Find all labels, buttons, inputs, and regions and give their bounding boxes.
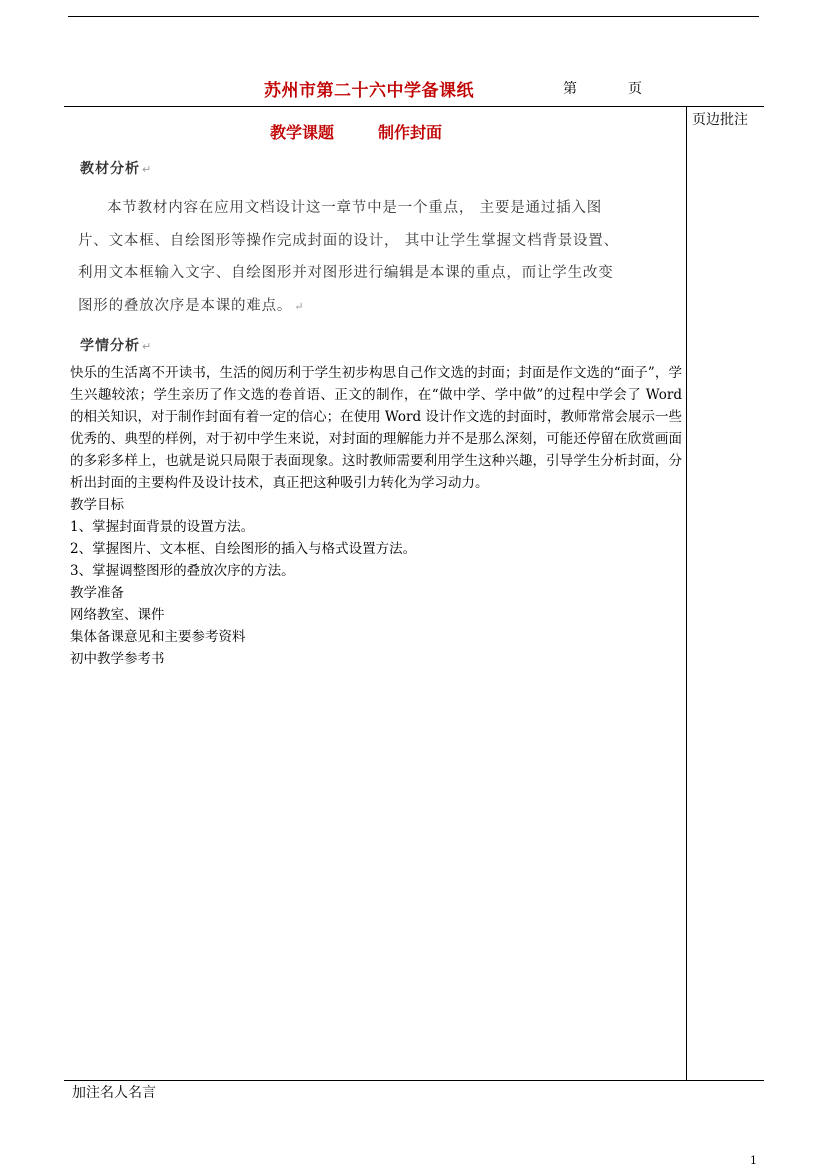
paragraph-mark-icon: ↵ (142, 340, 153, 353)
preparation-item: 集体备课意见和主要参考资料 (70, 629, 246, 645)
table-top-border (64, 106, 764, 107)
preparation-heading: 教学准备 (70, 585, 124, 601)
analysis-heading: 教材分析 ↵ (80, 161, 153, 177)
lesson-title (270, 120, 442, 143)
page-label-di: 第 (563, 81, 577, 97)
school-header-title: 苏州市第二十六中学备课纸 (264, 81, 474, 101)
student-analysis-heading: 学情分析 ↵ (80, 338, 153, 354)
analysis-line: 片、文本框、自绘图形等操作完成封面的设计， 其中让学生掌握文档背景设置、 (78, 232, 619, 249)
page-label-ye: 页 (628, 81, 642, 97)
lesson-name: 制作封面 (378, 123, 443, 142)
margin-column-divider (686, 106, 687, 1080)
goal-item: 3、掌握调整图形的叠放次序的方法。 (70, 563, 295, 579)
analysis-line: 图形的叠放次序是本课的难点。 ↵ (78, 297, 305, 314)
footer-quote-label: 加注名人名言 (72, 1085, 156, 1101)
table-bottom-border (64, 1080, 764, 1081)
main-body (70, 362, 682, 670)
lesson-label: 教学课题 (270, 123, 335, 142)
student-analysis-paragraph: 快乐的生活离不开读书，生活的阅历利于学生初步构思自己作文选的封面；封面是作文选的“面子”，学生兴趣较浓；学生亲历了作文选的卷首语、正文的制作，在“做中学、学中做”的过程中学会了 Word 的相关知识，对于制作封面有着一定的信心；在使用 Word 设计作文选的封面时，教师常常会展示一些优秀的、典型的样例，对于初中学生来说，对封面的理解能力并不是那么深刻，可能还停留在欣赏画面的多彩多样上，也就是说只局限于表面现象。这时教师需要利用学生这种兴趣，引导学生分析封面，分析出封面的主要构件及设计技术，真正把这种吸引力转化为学习动力。 (70, 365, 682, 491)
preparation-item: 初中教学参考书 (70, 651, 165, 667)
paragraph-mark-icon: ↵ (294, 299, 305, 313)
lesson-table (64, 106, 764, 1081)
preparation-item: 网络教室、课件 (70, 607, 165, 623)
paragraph-mark-icon: ↵ (142, 163, 153, 176)
goal-item: 1、掌握封面背景的设置方法。 (70, 519, 255, 535)
analysis-paragraph (78, 192, 668, 323)
goal-item: 2、掌握图片、文本框、自绘图形的插入与格式设置方法。 (70, 541, 417, 557)
page-number: 1 (750, 1154, 757, 1167)
margin-notes-label: 页边批注 (692, 112, 748, 128)
analysis-line: 利用文本框输入文字、自绘图形并对图形进行编辑是本课的重点，而让学生改变 (78, 265, 614, 281)
top-rule (68, 16, 759, 17)
analysis-line: 本节教材内容在应用文档设计这一章节中是一个重点， 主要是通过插入图 (107, 200, 603, 216)
goals-heading: 教学目标 (70, 497, 124, 513)
